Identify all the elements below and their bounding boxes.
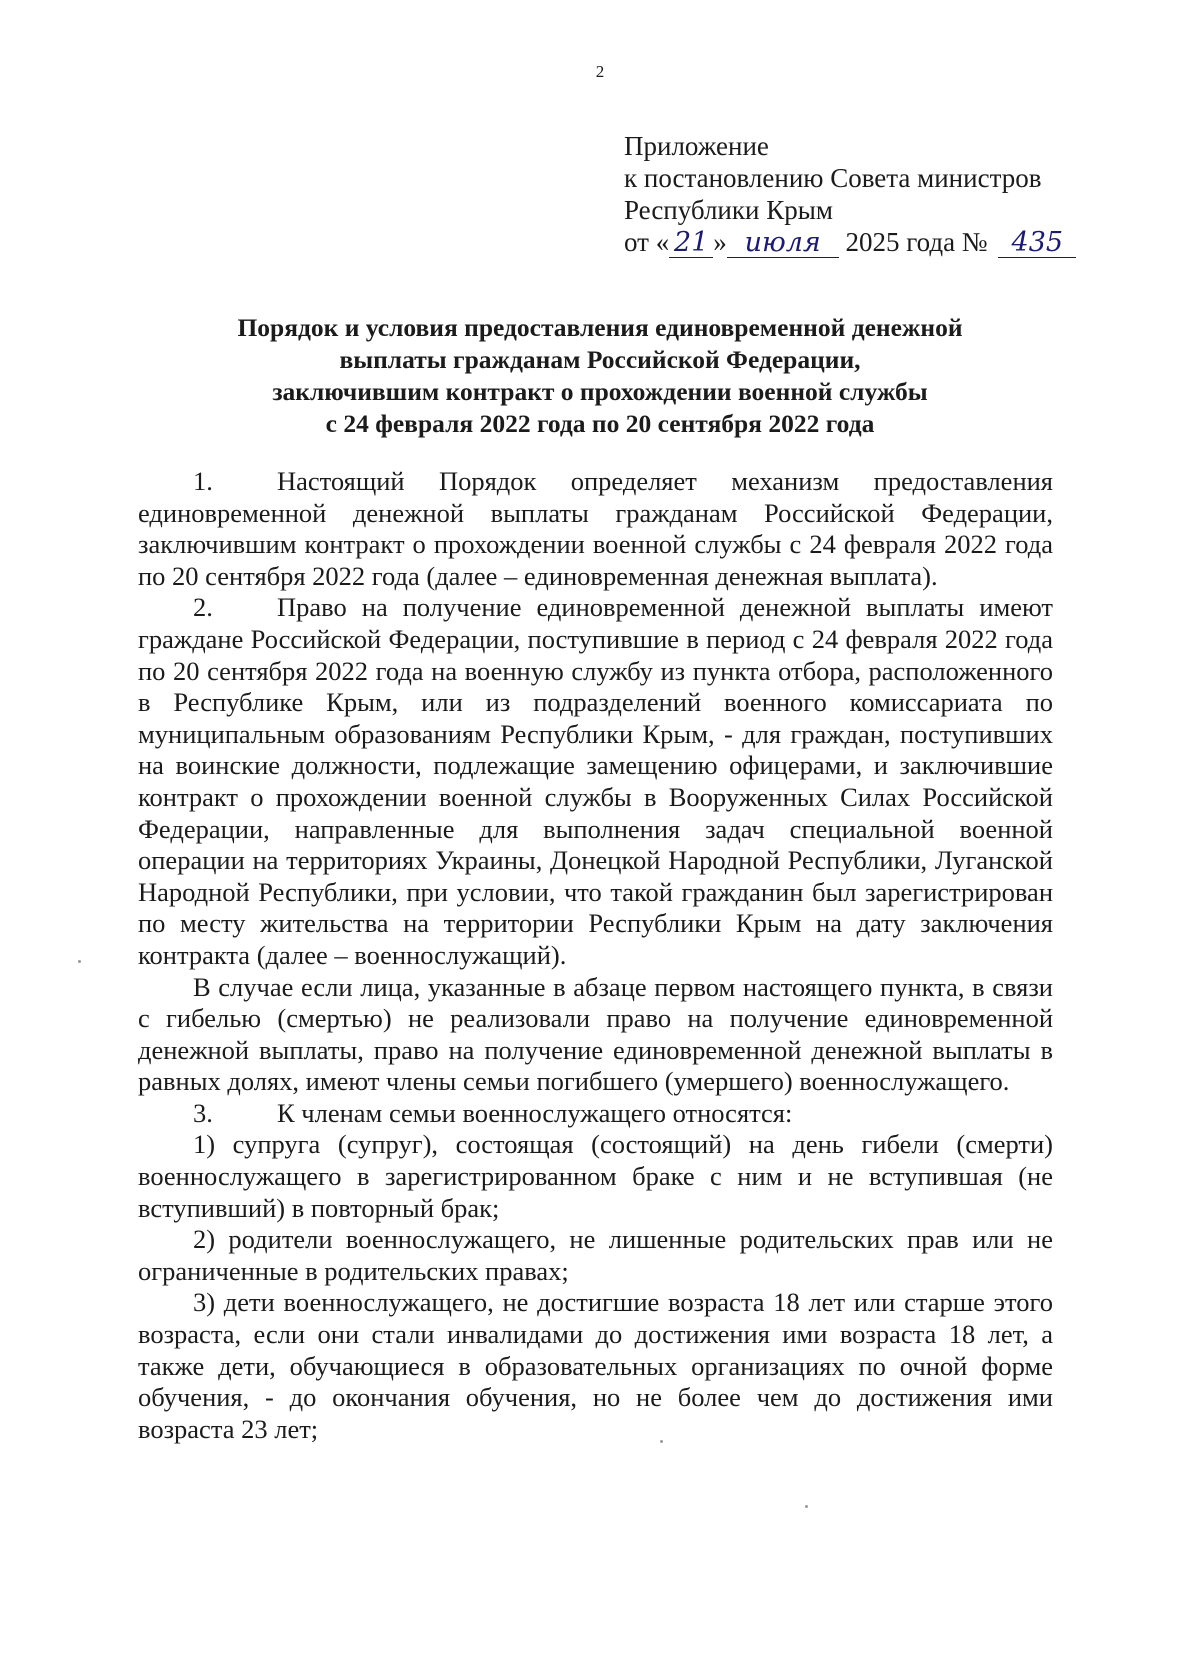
- paragraph-3: [138, 1098, 1053, 1130]
- paragraph-1: [138, 466, 1053, 592]
- paragraph-text: 2) родители военнослужащего, не лишенные родительских прав или не ограниченные в родительских правах;: [138, 1224, 1053, 1286]
- appendix-label: Приложение: [624, 131, 769, 161]
- paragraph-text: Право на получение единовременной денежной выплаты имеют граждане Российской Федерации, поступившие в период с 24 февраля 2022 года по 20 сентября 2022 года на военную службу из пункта отбора, расположенного в Республике Крым, или из подразделений военного комиссариата по муниципальным образованиям Республики Крым, - для граждан, поступивших на воинские должности, подлежащие замещению офицерами, и заключившие контракт о прохождении военной службы в Вооруженных Силах Российской Федерации, направленные для выполнения задач специальной военной операции на территориях Украины, Донецкой Народной Республики, Луганской Народной Республики, при условии, что такой гражданин был зарегистрирован по месту жительства на территории Республики Крым на дату заключения контракта (далее – военнослужащий).: [138, 592, 1053, 970]
- document-title: [150, 312, 1050, 440]
- title-line: Порядок и условия предоставления единовременной денежной: [237, 313, 963, 342]
- handwritten-month: июля: [727, 229, 839, 258]
- paragraph-number: 2.: [193, 592, 213, 623]
- scan-speck: [78, 960, 81, 963]
- appendix-republic: Республики Крым: [624, 195, 833, 225]
- date-prefix: от «: [624, 227, 670, 257]
- list-item-2: [138, 1224, 1053, 1287]
- handwritten-day: 21: [669, 229, 713, 258]
- paragraph-2-abzac-2: [138, 972, 1053, 1098]
- appendix-block: [624, 130, 1076, 258]
- appendix-date-line: [624, 226, 1076, 258]
- paragraph-number: 3.: [193, 1097, 213, 1128]
- paragraph-number: 1.: [193, 466, 213, 496]
- title-line: заключившим контракт о прохождении военной службы: [272, 377, 928, 406]
- list-item-3: [138, 1287, 1053, 1445]
- date-mid: »: [713, 227, 727, 257]
- paragraph-text: 1) супруга (супруг), состоящая (состоящий) на день гибели (смерти) военнослужащего в зарегистрированном браке с ним и не вступившая (не вступивший) в повторный брак;: [138, 1129, 1053, 1223]
- appendix-reference: к постановлению Совета министров: [624, 163, 1042, 193]
- paragraph-text: 3) дети военнослужащего, не достигшие возраста 18 лет или старше этого возраста, если они стали инвалидами до достижения ими возраста 18 лет, а также дети, обучающиеся в образовательных организациях по очной форме обучения, - до окончания обучения, но не более чем до достижения ими возраста 23 лет;: [138, 1287, 1053, 1444]
- title-line: с 24 февраля 2022 года по 20 сентября 2022 года: [325, 409, 875, 438]
- date-year: 2025 года №: [838, 227, 995, 257]
- document-body: [138, 466, 1053, 1445]
- scan-speck: [660, 1440, 663, 1443]
- paragraph-2: [138, 592, 1053, 971]
- page-number: 2: [595, 62, 605, 81]
- scan-speck: [805, 1505, 808, 1508]
- paragraph-text: В случае если лица, указанные в абзаце первом настоящего пункта, в связи с гибелью (смертью) не реализовали право на получение единовременной денежной выплаты, право на получение единовременной денежной выплаты в равных долях, имеют члены семьи погибшего (умершего) военнослужащего.: [138, 971, 1053, 1097]
- paragraph-text: Настоящий Порядок определяет механизм предоставления единовременной денежной выплаты гражданам Российской Федерации, заключившим контракт о прохождении военной службы с 24 февраля 2022 года по 20 сентября 2022 года (далее – единовременная денежная выплата).: [138, 466, 1053, 591]
- list-item-1: [138, 1129, 1053, 1224]
- title-line: выплаты гражданам Российской Федерации,: [339, 345, 861, 374]
- paragraph-text: К членам семьи военнослужащего относятся:: [277, 1097, 793, 1128]
- handwritten-doc-number: 435: [998, 229, 1076, 258]
